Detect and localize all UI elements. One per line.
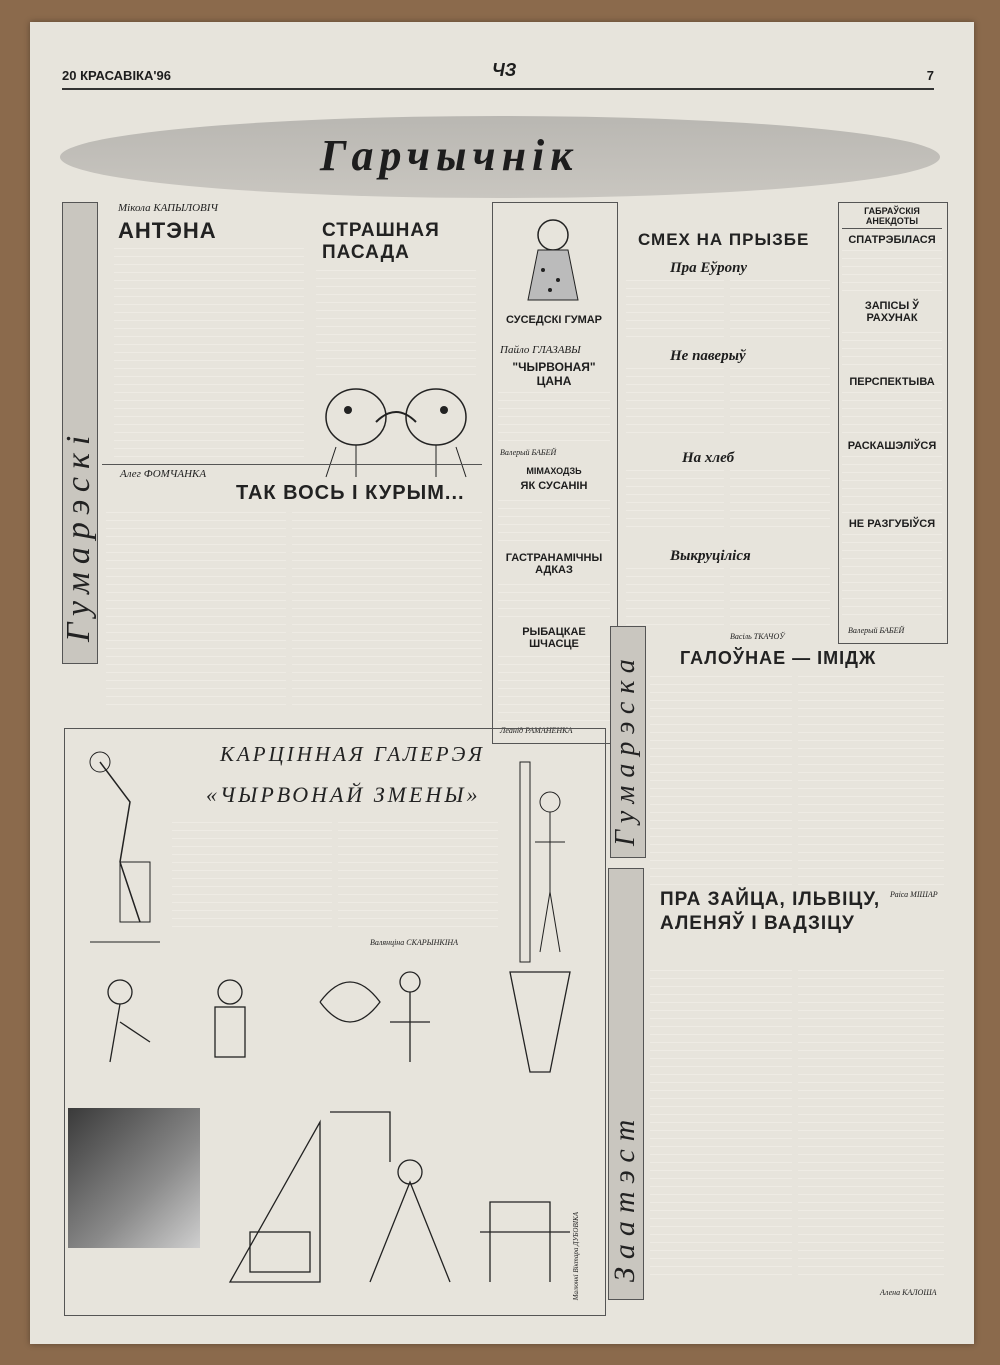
galounae-text-col2 bbox=[798, 676, 944, 886]
worker-cartoon bbox=[70, 742, 170, 962]
rubric-title: Гарчычнік bbox=[320, 131, 579, 180]
issue-date: 20 КРАСАВІКА'96 bbox=[62, 68, 171, 83]
anekdoty-author: Валерый БАБЕЙ bbox=[848, 626, 905, 635]
zaitsa-text-col1 bbox=[650, 970, 792, 1280]
kurym-text-col2 bbox=[292, 512, 482, 712]
anekdot-2-text bbox=[842, 332, 942, 372]
anekdot-3-title: ПЕРСПЕКТЫВА bbox=[849, 376, 935, 388]
smeh-text-2a bbox=[626, 368, 724, 438]
zaitsa-author: Алена КАЛОША bbox=[880, 1288, 937, 1297]
rybackae-title: РЫБАЦКАЕ ШЧАСЦЕ bbox=[522, 626, 586, 650]
kurym-title: ТАК ВОСЬ І КУРЫМ... bbox=[236, 482, 465, 504]
gastr-title: ГАСТРАНАМІЧНЫ АДКАЗ bbox=[505, 552, 603, 576]
zaitsa-title: ПРА ЗАЙЦА, ІЛЬВІЦУ, АЛЕНЯЎ І ВАДЗІЦУ bbox=[660, 889, 881, 934]
page-number: 7 bbox=[926, 68, 934, 83]
galereya-text-col2 bbox=[338, 822, 498, 932]
galounae-title: ГАЛОЎНАЕ — ІМІДЖ bbox=[680, 648, 877, 668]
mimahodz-label: МІМАХОДЗЬ bbox=[526, 466, 582, 476]
pasada-text bbox=[316, 270, 476, 380]
chyrvonaja-author: Валерый БАБЕЙ bbox=[500, 448, 557, 457]
susedski-label: СУСЕДСКІ ГУМАР bbox=[505, 314, 603, 326]
smeh-text-4a bbox=[626, 568, 724, 628]
chyrvonaja-text bbox=[498, 392, 610, 446]
anekdot-5-title: НЕ РАЗГУБІЎСЯ bbox=[848, 518, 936, 530]
smeh-text-4b bbox=[730, 568, 830, 628]
photo-portrait bbox=[68, 1108, 200, 1248]
anekdot-2-title: ЗАПІСЫ Ў РАХУНАК bbox=[864, 300, 920, 324]
rule-kurym bbox=[102, 464, 482, 465]
header-rule bbox=[62, 88, 934, 90]
galereya-author: Валянціна СКАРЫНКІНА bbox=[370, 938, 459, 947]
anekdoty-header: ГАБРАЎСКІЯ АНЕКДОТЫ bbox=[864, 206, 920, 226]
smeh-sub-2: Не паверыў bbox=[670, 348, 746, 364]
smeh-author: Васіль ТКАЧОЎ bbox=[730, 632, 785, 641]
antena-title: АНТЭНА bbox=[118, 218, 217, 243]
susedski-author: Пайло ГЛАЗАВЫ bbox=[500, 344, 581, 356]
smeh-text-1b bbox=[730, 280, 830, 342]
anekdot-4-text bbox=[842, 456, 942, 514]
smeh-text-3b bbox=[730, 470, 830, 534]
newspaper-page bbox=[30, 22, 974, 1344]
faces-cartoon bbox=[296, 372, 496, 482]
rybackae-author: Леанід РАМАНЕНКА bbox=[500, 726, 573, 735]
side-label-zaatest: Заатэст bbox=[608, 1111, 641, 1282]
antena-text bbox=[114, 248, 304, 466]
page-header bbox=[62, 60, 934, 88]
galereya-caption: Малюнкі Віктара ДУБОВІКА bbox=[572, 1212, 580, 1301]
kurym-text-col1 bbox=[106, 512, 286, 712]
anekdot-1-text bbox=[842, 250, 942, 296]
smeh-sub-3: На хлеб bbox=[682, 450, 735, 466]
anekdoty-rule bbox=[842, 228, 942, 229]
smeh-sub-1: Пра Еўропу bbox=[670, 260, 748, 276]
side-label-humareski: Гумарэскі bbox=[60, 427, 97, 642]
cartoons-row-2 bbox=[210, 1082, 590, 1302]
galereya-title-2: «ЧЫРВОНАЙ ЗМЕНЫ» bbox=[206, 782, 481, 807]
grandmother-cartoon bbox=[508, 210, 598, 310]
smeh-text-2b bbox=[730, 368, 830, 438]
anekdot-5-text bbox=[842, 534, 942, 622]
galounae-author: Раіса МІШАР bbox=[890, 890, 938, 899]
newspaper-logo: ЧЗ bbox=[492, 60, 517, 80]
galereya-title-1: КАРЦІННАЯ ГАЛЕРЭЯ bbox=[220, 742, 485, 766]
mimahodz-text bbox=[498, 500, 610, 548]
measuring-cartoon bbox=[500, 762, 590, 962]
smeh-text-1a bbox=[626, 280, 724, 342]
galounae-text-col1 bbox=[650, 676, 792, 886]
cartoons-row-1 bbox=[80, 962, 580, 1082]
zaitsa-text-col2 bbox=[798, 970, 944, 1280]
smeh-title: СМЕХ НА ПРЫЗБЕ bbox=[638, 230, 810, 249]
gastr-text bbox=[498, 584, 610, 624]
antena-author: Мікола КАПЫЛОВІЧ bbox=[118, 202, 218, 214]
pasada-title: СТРАШНАЯ ПАСАДА bbox=[322, 220, 440, 263]
anekdot-1-title: СПАТРЭБІЛАСЯ bbox=[848, 234, 936, 246]
anekdot-3-text bbox=[842, 392, 942, 436]
smeh-sub-4: Выкруціліся bbox=[670, 548, 751, 564]
chyrvonaja-title: "ЧЫРВОНАЯ" ЦАНА bbox=[512, 360, 596, 388]
smeh-text-3a bbox=[626, 470, 724, 534]
side-label-humareska: Гумарэска bbox=[610, 651, 641, 846]
mimahodz-title: ЯК СУСАНІН bbox=[520, 480, 588, 492]
galereya-text-col1 bbox=[172, 822, 332, 932]
kurym-author: Алег ФОМЧАНКА bbox=[120, 468, 207, 480]
anekdot-4-title: РАСКАШЭЛІЎСЯ bbox=[847, 440, 937, 452]
rybackae-text bbox=[498, 656, 610, 724]
